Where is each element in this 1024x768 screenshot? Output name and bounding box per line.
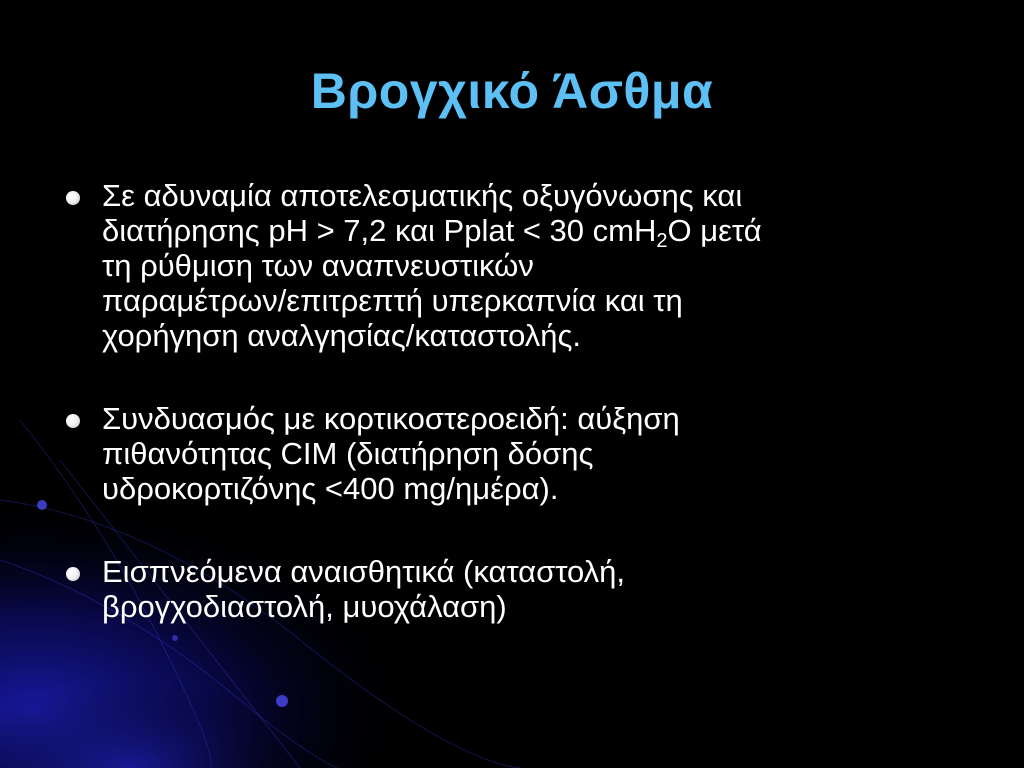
subscript: 2	[656, 230, 668, 252]
bullet-item	[62, 554, 962, 624]
bullet-line: πιθανότητας CIM (διατήρηση δόσης	[102, 436, 594, 471]
bullet-line: Εισπνεόμενα αναισθητικά (καταστολή,	[102, 554, 626, 589]
bullet-text-segment: διατήρησης pH > 7,2 και Pplat < 30 cmH	[102, 213, 657, 248]
bullet-line: χορήγηση αναλγησίας/καταστολής.	[102, 318, 582, 353]
bullet-icon	[66, 414, 80, 428]
bullet-text-segment: O μετά	[667, 213, 762, 248]
bullet-line: υδροκορτιζόνης <400 mg/ημέρα).	[102, 471, 559, 506]
bullet-line: βρογχοδιαστολή, μυοχάλαση)	[102, 589, 507, 624]
slide-title: Βρογχικό Άσθμα	[310, 63, 714, 119]
bullet-line: παραμέτρων/επιτρεπτή υπερκαπνία και τη	[102, 283, 683, 318]
bullet-icon	[66, 567, 80, 581]
bullet-item	[62, 401, 962, 506]
bullet-icon	[66, 191, 80, 205]
bullet-line: Συνδυασμός με κορτικοστεροειδή: αύξηση	[102, 401, 680, 436]
bullet-line: τη ρύθμιση των αναπνευστικών	[102, 248, 534, 283]
bullet-line: Σε αδυναμία αποτελεσματικής οξυγόνωσης και	[102, 178, 743, 213]
bullet-list	[62, 178, 962, 672]
bullet-item	[62, 178, 962, 353]
bullet-line	[102, 213, 962, 252]
